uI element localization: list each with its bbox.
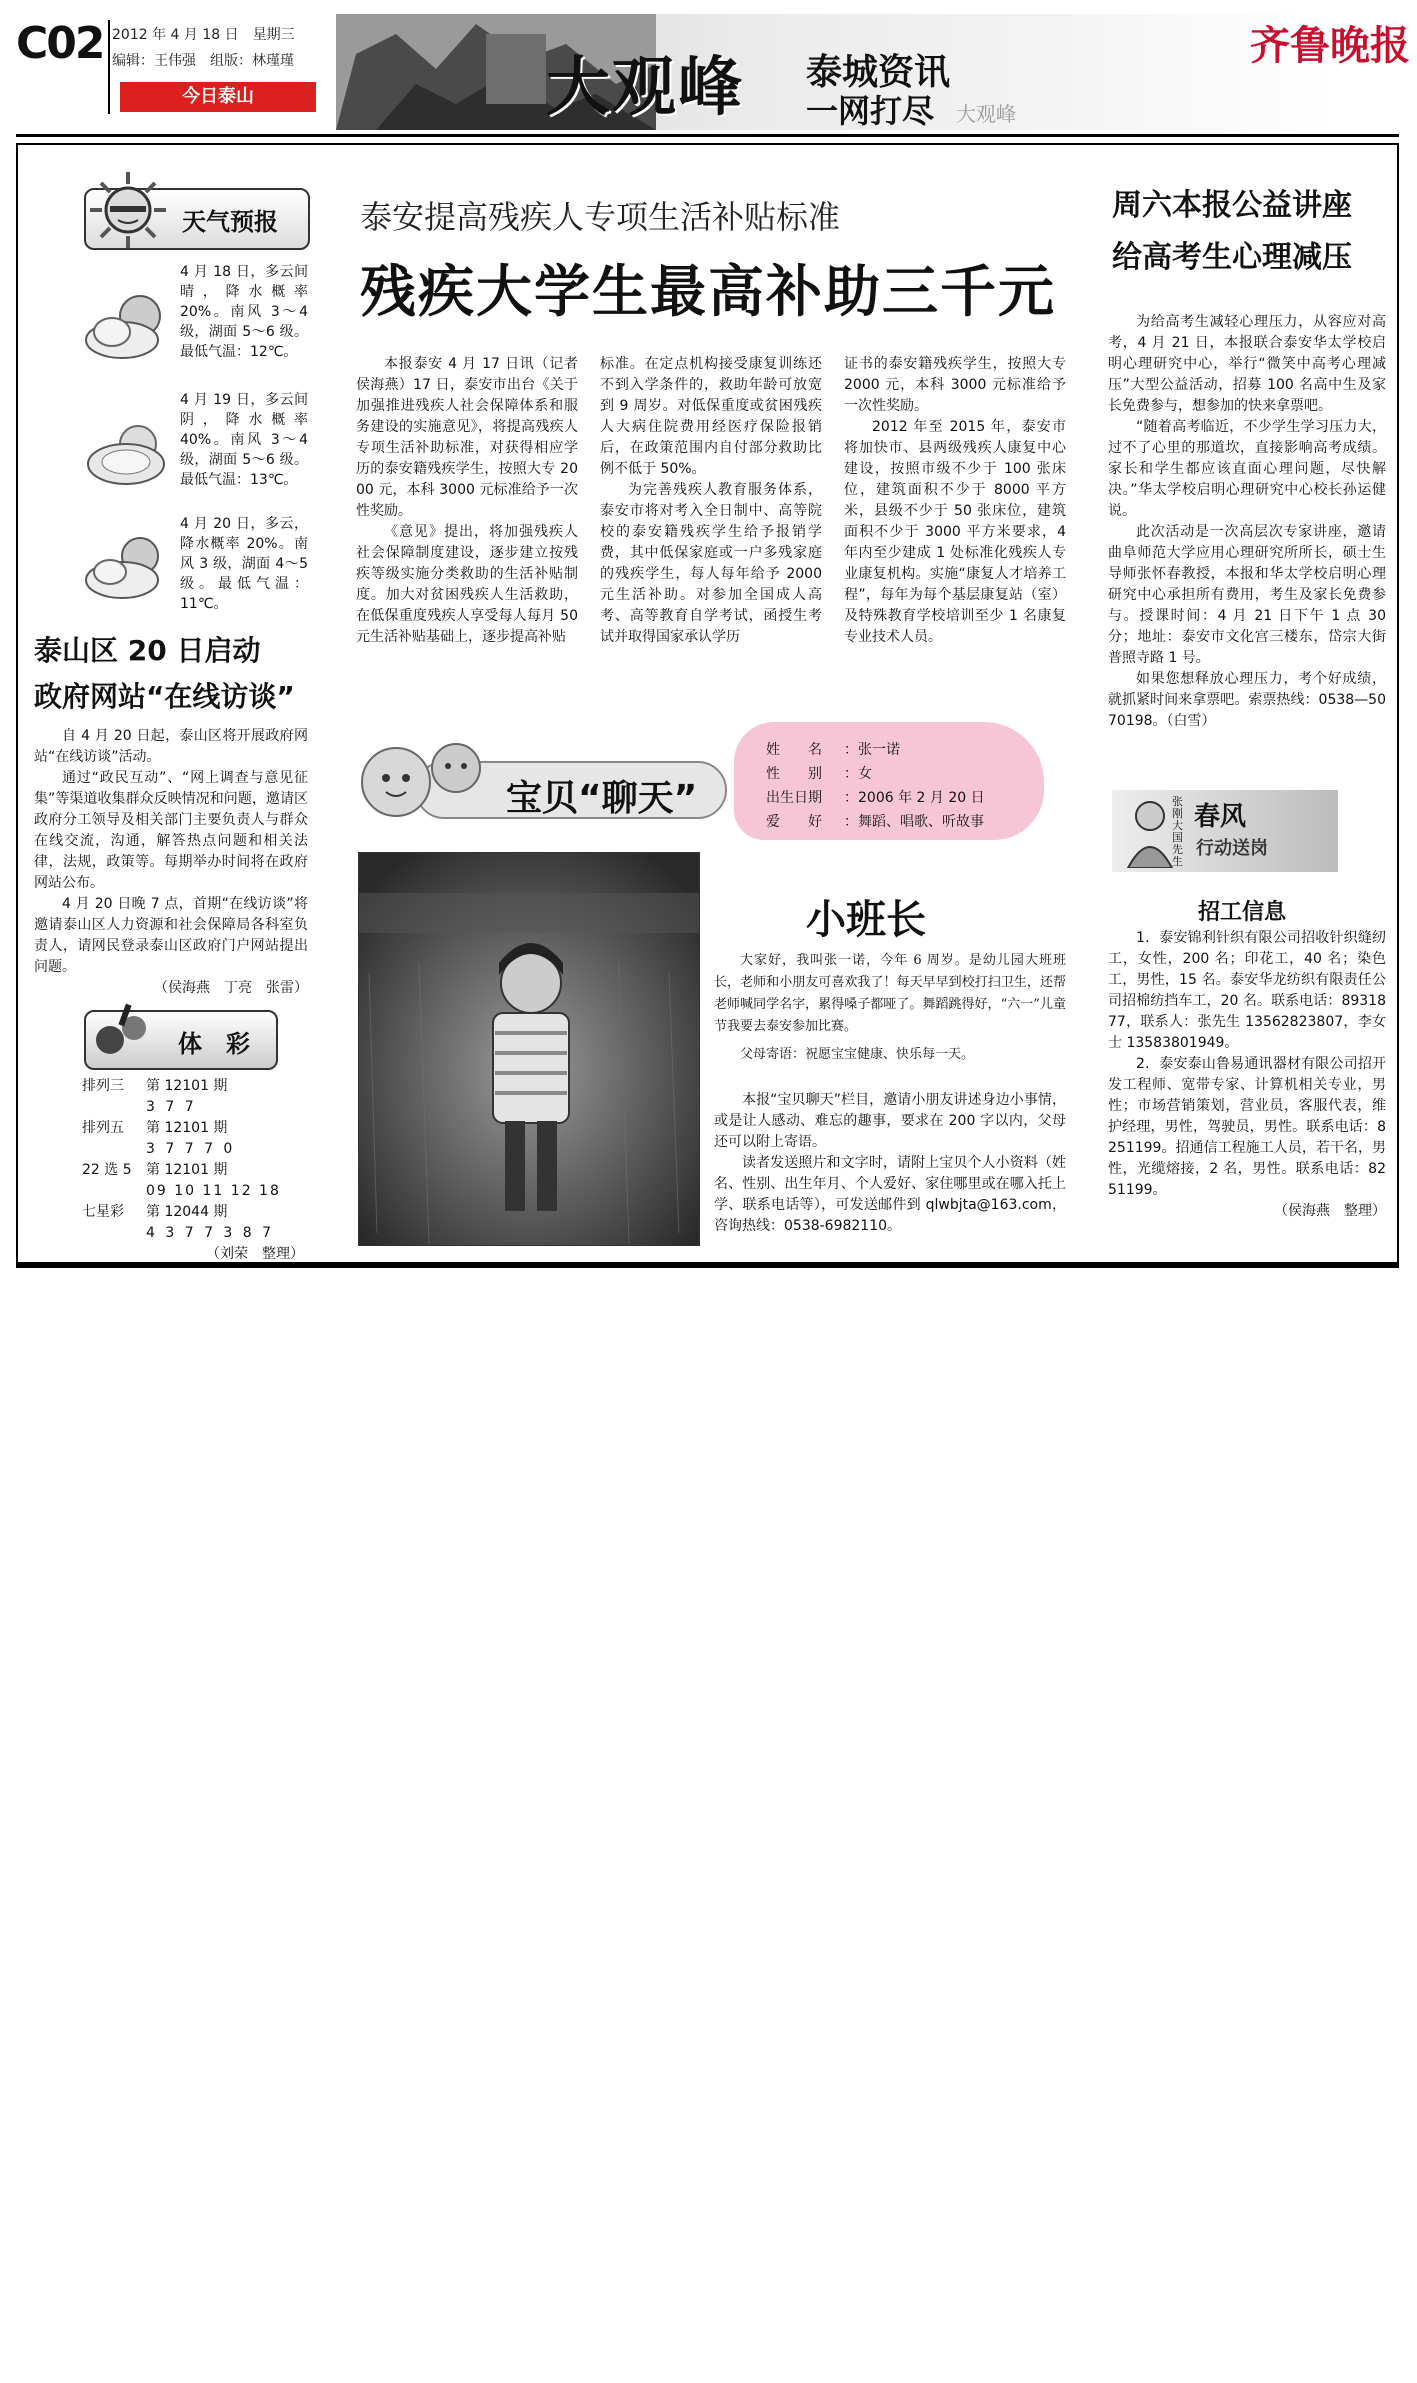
profile-label: 姓 名 (766, 742, 822, 758)
lottery-balls-icon (92, 1000, 158, 1066)
lottery-title: 体 彩 (178, 1030, 250, 1058)
ad-subtitle: 行动送岗 (1196, 838, 1268, 859)
profile-label: 出生日期 (766, 790, 822, 806)
lottery-row (82, 1160, 308, 1181)
editor-line: 编辑：王伟强 组版：林瑾瑾 (112, 53, 294, 69)
article-column-3 (844, 354, 1066, 648)
jobs-byline: （侯海燕 整理） (1274, 1203, 1386, 1219)
left-paragraph-1: 自 4 月 20 日起，泰山区将开展政府网站“在线访谈”活动。 (34, 728, 308, 765)
article-paragraph: 证书的泰安籍残疾学生，按照大专 2000 元，本科 3000 元标准给予一次性奖励。 (844, 356, 1066, 414)
profile-row: 性 别 ：女 (766, 762, 985, 786)
right-headline-2: 给高考生心理减压 (1112, 240, 1352, 275)
right-story-body (1108, 312, 1386, 732)
left-byline: （侯海燕 丁亮 张雷） (154, 980, 308, 996)
banner-slogan-1: 泰城资讯 (806, 52, 951, 93)
story-body (714, 950, 1066, 1066)
article-column-1 (356, 354, 592, 648)
weather-day-2: 4 月 19 日，多云间阴，降水概率 40%。南风 3～4 级，湖面 5～6 级。最低气温：13℃。 (180, 392, 308, 488)
weather-title-box (84, 188, 310, 250)
ad-side-text: 张刚大国先生 (1172, 795, 1183, 868)
lottery-issue: 第 12101 期 (146, 1162, 228, 1178)
right-paragraph: 此次活动是一次高层次专家讲座，邀请曲阜师范大学应用心理研究所所长，硕士生导师张怀春教授，本报和华太学校启明心理研究中心承担所有费用，考生及家长免费参与。授课时间：4 月 21 日下午 1 点 30 分；地址：泰安市文化宫三楼东，岱宗大街普照寺路 1 号。 (1108, 524, 1386, 666)
article-paragraph: 为完善残疾人教育服务体系，泰安市将对考入全日制中、高等院校的泰安籍残疾学生给予报销学费，其中低保家庭或一户多残家庭的残疾学生，每人每年给予 2000 元生活补助。对参加全国成人高考、高等教育自学考试，函授生考试并取得国家承认学历 (600, 482, 822, 645)
lottery-issue: 第 12101 期 (146, 1078, 228, 1094)
section-badge: 今日泰山 (120, 82, 316, 112)
lottery-name: 排列三 (82, 1078, 124, 1094)
baby-chat-banner (356, 732, 736, 828)
lottery-row (82, 1076, 308, 1097)
header-rule (16, 134, 1399, 137)
lottery-name: 排列五 (82, 1120, 124, 1136)
article-kicker: 泰安提高残疾人专项生活补贴标准 (360, 198, 841, 236)
profile-row: 爱 好 ：舞蹈、唱歌、听故事 (766, 810, 985, 834)
jobs-title: 招工信息 (1198, 900, 1287, 925)
paper-name-logo: 齐鲁晚报 (1250, 22, 1410, 69)
spring-jobs-ad (1112, 790, 1338, 872)
profile-value: 舞蹈、唱歌、听故事 (858, 814, 984, 830)
left-headline-2: 政府网站“在线访谈” (34, 680, 295, 713)
page-code: C02 (16, 18, 104, 69)
left-paragraph-3: 4 月 20 日晚 7 点，首期“在线访谈”将邀请泰山区人力资源和社会保障局各科室负责人，请网民登录泰山区政府门户网站提出问题。 (34, 896, 308, 975)
article-paragraph: 《意见》提出，将加强残疾人社会保障制度建设，逐步建立按残疾等级实施分类救助的生活补贴制度。加大对贫困残疾人生活救助，在低保重度残疾人享受每人每月 50 元生活补贴基础上，逐步提高补贴 (356, 524, 578, 645)
right-paragraph: “随着高考临近，不少学生学习压力大，过不了心里的那道坎，直接影响高考成绩。家长和学生都应该直面心理问题，尽快解决。”华太学校启明心理研究中心校长孙运健说。 (1108, 419, 1386, 519)
banner-slogan-2: 一网打尽 (806, 92, 935, 130)
left-paragraph-2: 通过“政民互动”、“网上调查与意见征集”等渠道收集群众反映情况和问题，邀请区政府分工领导及相关部门主要负责人与群众在线交流，沟通，解答热点问题和相关法律，法规，政策等。每期举办时间将在政府网站公布。 (34, 770, 308, 891)
cloudy-icon (82, 528, 174, 610)
jobs-body (1108, 928, 1386, 1222)
child-photo-art (359, 853, 699, 1245)
article-column-2 (600, 354, 822, 648)
article-paragraph: 本报泰安 4 月 17 日讯（记者 侯海燕）17 日，泰安市出台《关于加强推进残疾人社会保障体系和服务建设的实施意见》，将提高残疾人专项生活补助标准，对获得相应学历的泰安籍残疾学生，按照大专 2000 元，本科 3000 元标准给予一次性奖励。 (356, 356, 592, 519)
column-contact: 读者发送照片和文字时，请附上宝贝个人小资料（姓名、性别、出生年月、个人爱好、家住哪里或在哪入托上学、联系电话等），可发送邮件到 qlwbjta@163.com，咨询热线：0538-6982110。 (714, 1155, 1066, 1234)
parents-message: 父母寄语：祝愿宝宝健康、快乐每一天。 (740, 1047, 975, 1062)
left-headline-1: 泰山区 20 日启动 (34, 634, 261, 667)
lottery-row (82, 1118, 308, 1139)
person-illustration-icon (1120, 796, 1180, 868)
baby-chat-banner-title: 宝贝“聊天” (506, 778, 698, 819)
article-paragraph: 2012 年至 2015 年，泰安市将加快市、县两级残疾人康复中心建设，按照市级不少于 100 张床位，建筑面积不少于 8000 平方米，县级不少于 50 张床位，建筑面积不少于 3000 平方米要求，4 年内至少建成 1 处标准化残疾人专业康复机构。实施“康复人才培养工程”，每年为每个基层康复站（室）及特殊教育学校培训至少 1 名康复专业技术人员。 (844, 419, 1066, 645)
lottery-numbers: 3 7 7 (146, 1099, 197, 1115)
lottery-numbers: 3 7 7 7 0 (146, 1141, 236, 1157)
profile-value: 张一诺 (858, 742, 900, 758)
weather-title: 天气预报 (182, 208, 278, 236)
article-paragraph: 标准。在定点机构接受康复训练还不到入学条件的，救助年龄可放宽到 9 周岁。对低保重度或贫困残疾人大病住院费用经医疗保险报销后，在政策范围内自付部分救助比例不低于 50%。 (600, 356, 822, 477)
profile-row: 出生日期 ：2006 年 2 月 20 日 (766, 786, 985, 810)
lottery-title-box (84, 1010, 278, 1070)
ad-title: 春风 (1194, 802, 1247, 832)
weather-day-1: 4 月 18 日，多云间晴，降水概率 20%。南风 3～4 级，湖面 5～6 级。最低气温：12℃。 (180, 264, 308, 360)
overcast-icon (82, 414, 174, 496)
story-title: 小班长 (806, 897, 926, 943)
lottery-issue: 第 12101 期 (146, 1120, 228, 1136)
right-paragraph: 为给高考生减轻心理压力，从容应对高考，4 月 21 日，本报联合泰安华太学校启明心理研究中心，举行“微笑中高考心理减压”大型公益活动，招募 100 名高中生及家长免费参与，想参加的快来拿票吧。 (1108, 314, 1386, 414)
sun-icon (86, 168, 170, 252)
column-call: 本报“宝贝聊天”栏目，邀请小朋友讲述身边小事情，或是让人感动、难忘的趣事，要求在 200 字以内，父母还可以附上寄语。 (714, 1092, 1066, 1150)
child-photo (358, 852, 700, 1246)
banner-small-title: 大观峰 (956, 102, 1016, 126)
cloudy-sun-icon (82, 286, 174, 368)
lottery-byline: （刘荣 整理） (206, 1246, 304, 1262)
lottery-issue: 第 12044 期 (146, 1204, 228, 1220)
lottery-list (82, 1076, 308, 1265)
jobs-paragraph: 2．泰安泰山鲁易通讯器材有限公司招开发工程师、宽带专家、计算机相关专业，男性；市场营销策划，营业员，客服代表，维护经理，男性，驾驶员，男性。联系电话：8251199。招通信工程施工人员，若干名，男性，光缆熔接，2 名，男性。联系电话：8251199。 (1108, 1056, 1386, 1198)
lottery-row (82, 1202, 308, 1223)
date-line: 2012 年 4 月 18 日 星期三 (112, 27, 295, 43)
story-text: 大家好，我叫张一诺，今年 6 周岁。是幼儿园大班班长，老师和小朋友可喜欢我了！每天早早到校打扫卫生，还帮老师喊同学名字，累得嗓子都哑了。舞蹈跳得好，“六一”儿童节我要去泰安参加比赛。 (714, 953, 1066, 1034)
lottery-numbers: 4 3 7 7 3 8 7 (146, 1225, 275, 1241)
profile-label: 性 别 (766, 766, 822, 782)
left-story-body (34, 726, 308, 999)
right-headline-1: 周六本报公益讲座 (1112, 188, 1352, 223)
article-headline: 残疾大学生最高补助三千元 (360, 260, 1056, 325)
profile-value: 女 (858, 766, 872, 782)
baby-profile (766, 738, 985, 834)
banner-title: 大观峰 (546, 50, 744, 125)
profile-label: 爱 好 (766, 814, 822, 830)
lottery-name: 22 选 5 (82, 1162, 132, 1178)
profile-value: 2006 年 2 月 20 日 (858, 790, 985, 806)
jobs-paragraph: 1．泰安锦利针织有限公司招收针织缝纫工，女性，200 名；印花工，40 名；染色工，男性，15 名。泰安华龙纺织有限责任公司招棉纺挡车工，20 名。联系电话：8931877，联系人：张先生 13562823807，李女士 13583801949。 (1108, 930, 1386, 1051)
lottery-numbers: 09 10 11 12 18 (146, 1183, 281, 1199)
column-notice (714, 1090, 1066, 1237)
right-paragraph: 如果您想释放心理压力，考个好成绩，就抓紧时间来拿票吧。索票热线：0538—5070198。（白雪） (1108, 671, 1386, 729)
profile-row: 姓 名 ：张一诺 (766, 738, 985, 762)
banner (336, 14, 1336, 130)
header-divider (108, 20, 110, 114)
lottery-name: 七星彩 (82, 1204, 124, 1220)
weather-day-3: 4 月 20 日，多云，降水概率 20%。南风 3 级，湖面 4～5 级。最低气温：11℃。 (180, 516, 308, 612)
